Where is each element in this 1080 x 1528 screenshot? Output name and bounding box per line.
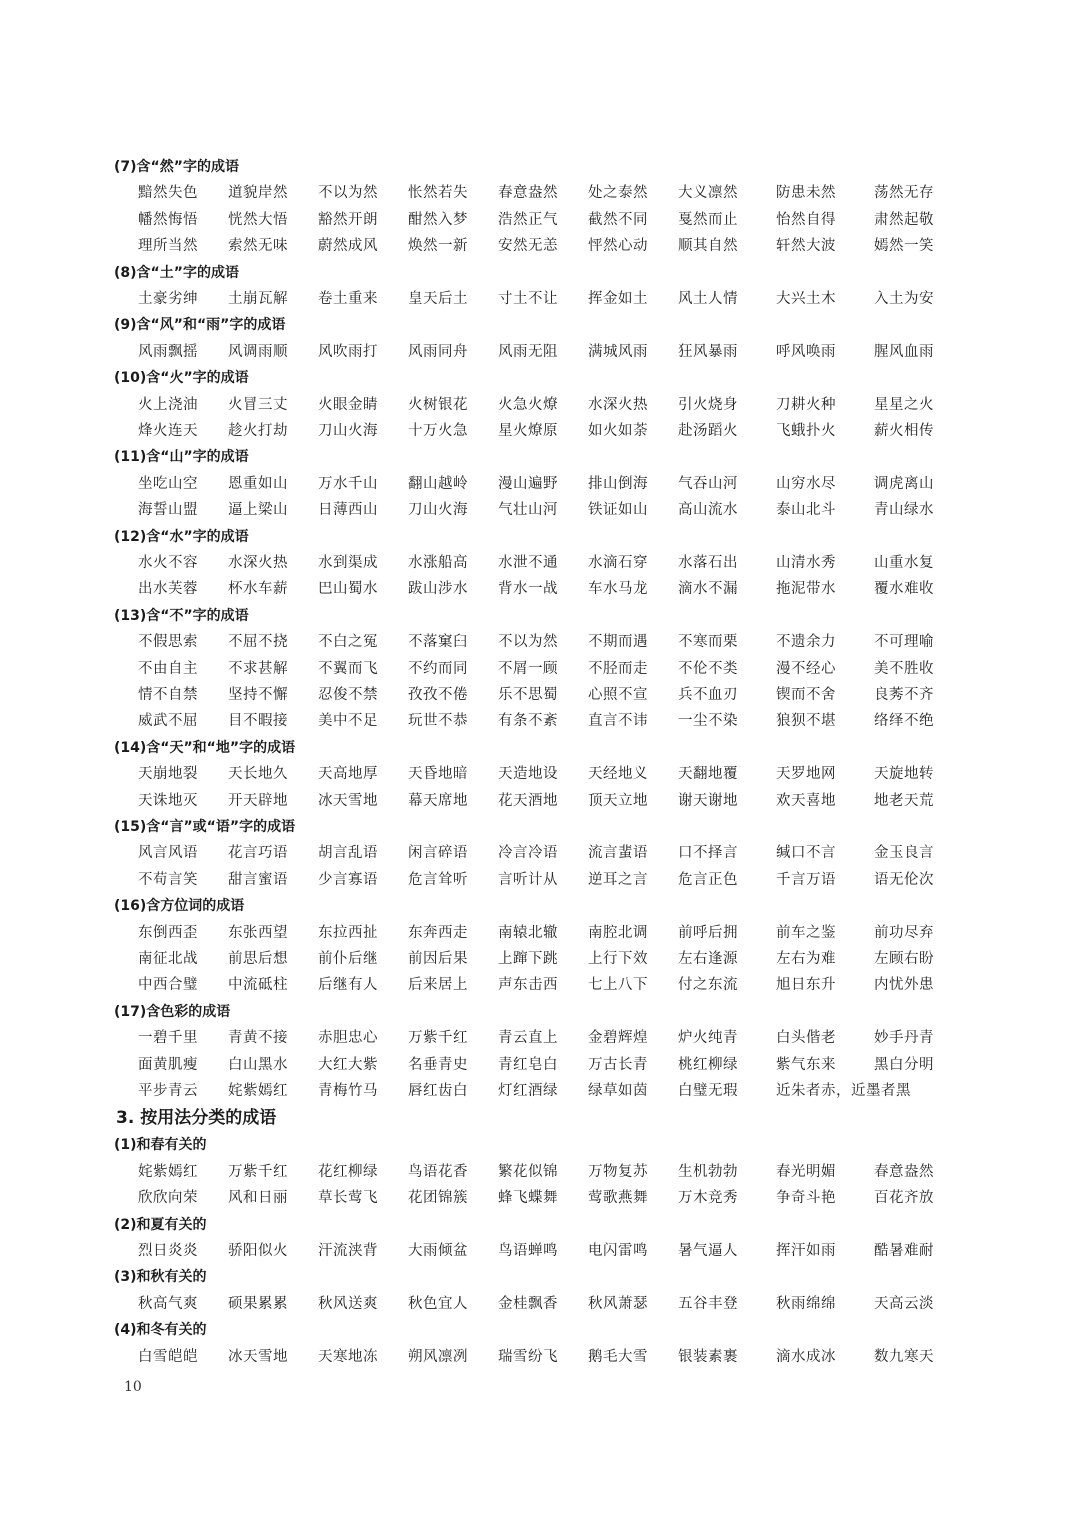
idiom-cell: 玩世不恭 <box>408 713 468 730</box>
idiom-cell: 浩然正气 <box>498 211 558 228</box>
idiom-cell: 直言不讳 <box>588 713 648 730</box>
idiom-cell: 不以为然 <box>498 634 558 651</box>
idiom-cell: 戛然而止 <box>678 211 738 228</box>
idiom-cell: 金桂飘香 <box>498 1295 558 1312</box>
idiom-cell: 满城风雨 <box>588 343 648 360</box>
subsection-heading: (10)含“火”字的成语 <box>114 370 249 387</box>
idiom-cell: 山穷水尽 <box>776 475 836 492</box>
idiom-cell: 青红皂白 <box>498 1056 558 1073</box>
idiom-cell: 水涨船高 <box>408 555 468 571</box>
idiom-cell: 花团锦簇 <box>408 1190 468 1207</box>
idiom-cell: 万古长青 <box>588 1056 648 1073</box>
idiom-cell: 漫不经心 <box>776 660 836 677</box>
subsection-heading: (17)含色彩的成语 <box>114 1003 231 1020</box>
idiom-cell: 草长莺飞 <box>318 1190 378 1207</box>
idiom-cell: 前因后果 <box>408 951 468 967</box>
idiom-cell: 不求甚解 <box>228 660 288 677</box>
idiom-cell: 名垂青史 <box>408 1056 468 1073</box>
idiom-cell: 欢天喜地 <box>776 792 836 809</box>
idiom-cell: 不可理喻 <box>874 634 934 651</box>
idiom-cell: 山清水秀 <box>776 555 836 571</box>
section-heading: 3. 按用法分类的成语 <box>116 1108 277 1129</box>
idiom-cell: 火急火燎 <box>498 396 558 413</box>
idiom-cell: 左右为难 <box>776 951 836 967</box>
subsection-heading: (7)含“然”字的成语 <box>114 159 239 175</box>
idiom-cell: 地老天荒 <box>874 792 934 809</box>
idiom-cell: 风雨无阻 <box>498 343 558 360</box>
idiom-cell: 近朱者赤，近墨者黑 <box>776 1083 911 1099</box>
idiom-cell: 天诛地灭 <box>138 792 198 809</box>
idiom-cell: 万木竞秀 <box>678 1190 738 1207</box>
idiom-cell: 有条不紊 <box>498 713 558 730</box>
idiom-cell: 万紫千红 <box>408 1030 468 1047</box>
idiom-cell: 乐不思蜀 <box>498 687 558 703</box>
idiom-cell: 白山黑水 <box>228 1056 288 1073</box>
subsection-heading: (3)和秋有关的 <box>114 1269 207 1286</box>
idiom-cell: 火冒三丈 <box>228 396 288 413</box>
idiom-cell: 孜孜不倦 <box>408 687 468 703</box>
idiom-cell: 嫣然一笑 <box>874 238 934 255</box>
idiom-cell: 赴汤蹈火 <box>678 423 738 439</box>
idiom-cell: 天罗地网 <box>776 766 836 783</box>
idiom-cell: 口不择言 <box>678 845 738 862</box>
idiom-cell: 车水马龙 <box>588 581 648 598</box>
idiom-cell: 不假思索 <box>138 634 198 651</box>
idiom-cell: 前思后想 <box>228 951 288 967</box>
idiom-cell: 天造地设 <box>498 766 558 783</box>
idiom-cell: 青山绿水 <box>874 502 934 519</box>
idiom-cell: 南腔北调 <box>588 924 648 941</box>
idiom-cell: 东倒西歪 <box>138 924 198 941</box>
idiom-cell: 不由自主 <box>138 660 198 677</box>
idiom-cell: 理所当然 <box>138 238 198 255</box>
idiom-cell: 不约而同 <box>408 660 468 677</box>
idiom-cell: 花红柳绿 <box>318 1163 378 1180</box>
idiom-cell: 白头偕老 <box>776 1030 836 1047</box>
idiom-cell: 莺歌燕舞 <box>588 1190 648 1207</box>
idiom-cell: 火眼金睛 <box>318 396 378 413</box>
idiom-cell: 五谷丰登 <box>678 1295 738 1312</box>
idiom-cell: 腥风血雨 <box>874 343 934 360</box>
idiom-cell: 春意盎然 <box>498 185 558 202</box>
idiom-cell: 后来居上 <box>408 977 468 994</box>
idiom-cell: 逼上梁山 <box>228 502 288 519</box>
idiom-cell: 电闪雷鸣 <box>588 1243 648 1259</box>
idiom-cell: 肃然起敬 <box>874 211 934 228</box>
idiom-cell: 繁花似锦 <box>498 1163 558 1180</box>
idiom-cell: 天旋地转 <box>874 766 934 783</box>
idiom-cell: 冰天雪地 <box>318 792 378 809</box>
idiom-cell: 恍然大悟 <box>228 211 288 228</box>
idiom-cell: 风调雨顺 <box>228 343 288 360</box>
idiom-cell: 十万火急 <box>408 423 468 439</box>
idiom-cell: 安然无恙 <box>498 238 558 255</box>
idiom-cell: 暑气逼人 <box>678 1243 738 1259</box>
subsection-heading: (11)含“山”字的成语 <box>114 449 249 466</box>
idiom-cell: 千言万语 <box>776 871 836 888</box>
idiom-cell: 蔚然成风 <box>318 238 378 255</box>
idiom-cell: 不屑一顾 <box>498 660 558 677</box>
idiom-cell: 前功尽弃 <box>874 924 934 941</box>
idiom-cell: 挥汗如雨 <box>776 1243 836 1259</box>
idiom-cell: 百花齐放 <box>874 1190 934 1207</box>
idiom-cell: 大兴土木 <box>776 291 836 307</box>
idiom-cell: 青云直上 <box>498 1030 558 1047</box>
subsection-heading: (14)含“天”和“地”字的成语 <box>114 739 296 756</box>
idiom-cell: 天高地厚 <box>318 766 378 783</box>
idiom-cell: 处之泰然 <box>588 185 648 202</box>
idiom-cell: 秋风萧瑟 <box>588 1295 648 1312</box>
idiom-cell: 天长地久 <box>228 766 288 783</box>
idiom-cell: 流言蜚语 <box>588 845 648 862</box>
idiom-cell: 出水芙蓉 <box>138 581 198 598</box>
idiom-cell: 花言巧语 <box>228 845 288 862</box>
idiom-cell: 灯红酒绿 <box>498 1083 558 1099</box>
idiom-cell: 金碧辉煌 <box>588 1030 648 1047</box>
idiom-cell: 挥金如土 <box>588 291 648 307</box>
idiom-cell: 翻山越岭 <box>408 475 468 492</box>
idiom-cell: 泰山北斗 <box>776 502 836 519</box>
idiom-cell: 黯然失色 <box>138 185 198 202</box>
idiom-cell: 秋风送爽 <box>318 1295 378 1312</box>
idiom-cell: 水深火热 <box>588 396 648 413</box>
idiom-cell: 南辕北辙 <box>498 924 558 941</box>
idiom-cell: 旭日东升 <box>776 977 836 994</box>
idiom-cell: 杯水车薪 <box>228 581 288 598</box>
idiom-cell: 拖泥带水 <box>776 581 836 598</box>
idiom-cell: 心照不宣 <box>588 687 648 703</box>
idiom-cell: 海誓山盟 <box>138 502 198 519</box>
idiom-cell: 银装素裹 <box>678 1348 738 1365</box>
idiom-cell: 数九寒天 <box>874 1348 934 1365</box>
idiom-cell: 威武不屈 <box>138 713 198 730</box>
idiom-cell: 怡然自得 <box>776 211 836 228</box>
idiom-cell: 黑白分明 <box>874 1056 934 1073</box>
idiom-cell: 朔风凛冽 <box>408 1348 468 1365</box>
idiom-cell: 荡然无存 <box>874 185 934 202</box>
idiom-cell: 火上浇油 <box>138 396 198 413</box>
idiom-cell: 万水千山 <box>318 475 378 492</box>
idiom-cell: 不寒而栗 <box>678 634 738 651</box>
idiom-cell: 水深火热 <box>228 555 288 571</box>
idiom-cell: 顶天立地 <box>588 792 648 809</box>
idiom-cell: 络绎不绝 <box>874 713 934 730</box>
idiom-cell: 秋高气爽 <box>138 1295 198 1312</box>
idiom-cell: 锲而不舍 <box>776 687 836 703</box>
idiom-cell: 天寒地冻 <box>318 1348 378 1365</box>
idiom-cell: 语无伦次 <box>874 871 934 888</box>
idiom-cell: 生机勃勃 <box>678 1163 738 1180</box>
idiom-cell: 土豪劣绅 <box>138 291 198 307</box>
idiom-cell: 七上八下 <box>588 977 648 994</box>
subsection-heading: (12)含“水”字的成语 <box>114 528 249 545</box>
idiom-cell: 寸土不让 <box>498 291 558 307</box>
idiom-cell: 星火燎原 <box>498 423 558 439</box>
idiom-cell: 调虎离山 <box>874 475 934 492</box>
subsection-heading: (15)含“言”或“语”字的成语 <box>114 819 296 835</box>
idiom-cell: 怦然心动 <box>588 238 648 255</box>
idiom-cell: 东奔西走 <box>408 924 468 941</box>
idiom-cell: 不白之冤 <box>318 634 378 651</box>
idiom-cell: 青梅竹马 <box>318 1083 378 1099</box>
idiom-cell: 酷暑难耐 <box>874 1243 934 1259</box>
idiom-cell: 跋山涉水 <box>408 581 468 598</box>
idiom-cell: 妙手丹青 <box>874 1030 934 1047</box>
idiom-cell: 卷土重来 <box>318 291 378 307</box>
idiom-cell: 焕然一新 <box>408 238 468 255</box>
idiom-cell: 水泄不通 <box>498 555 558 571</box>
idiom-cell: 排山倒海 <box>588 475 648 492</box>
idiom-cell: 不以为然 <box>318 185 378 202</box>
idiom-cell: 争奇斗艳 <box>776 1190 836 1207</box>
idiom-cell: 狼狈不堪 <box>776 713 836 730</box>
idiom-cell: 万紫千红 <box>228 1163 288 1180</box>
idiom-cell: 巴山蜀水 <box>318 581 378 598</box>
idiom-cell: 入土为安 <box>874 291 934 307</box>
idiom-cell: 薪火相传 <box>874 423 934 439</box>
idiom-cell: 硕果累累 <box>228 1295 288 1312</box>
subsection-heading: (13)含“不”字的成语 <box>114 607 249 624</box>
idiom-cell: 烈日炎炎 <box>138 1243 198 1259</box>
idiom-cell: 秋色宜人 <box>408 1295 468 1312</box>
idiom-cell: 天崩地裂 <box>138 766 198 783</box>
idiom-cell: 烽火连天 <box>138 423 198 439</box>
idiom-cell: 水落石出 <box>678 555 738 571</box>
idiom-cell: 前车之鉴 <box>776 924 836 941</box>
idiom-cell: 冷言冷语 <box>498 845 558 862</box>
idiom-cell: 前仆后继 <box>318 951 378 967</box>
idiom-cell: 不胫而走 <box>588 660 648 677</box>
idiom-cell: 骄阳似火 <box>228 1243 288 1259</box>
idiom-cell: 坚持不懈 <box>228 687 288 703</box>
idiom-cell: 风和日丽 <box>228 1190 288 1207</box>
subsection-heading: (4)和冬有关的 <box>114 1322 207 1339</box>
idiom-cell: 大雨倾盆 <box>408 1243 468 1259</box>
idiom-cell: 危言耸听 <box>408 871 468 888</box>
idiom-cell: 天翻地覆 <box>678 766 738 783</box>
idiom-cell: 情不自禁 <box>138 687 198 703</box>
idiom-cell: 汗流浃背 <box>318 1243 378 1259</box>
idiom-cell: 气壮山河 <box>498 502 558 519</box>
idiom-cell: 飞蛾扑火 <box>776 423 836 439</box>
idiom-cell: 面黄肌瘦 <box>138 1056 198 1073</box>
idiom-cell: 左右逢源 <box>678 951 738 967</box>
idiom-cell: 花天酒地 <box>498 792 558 809</box>
idiom-cell: 幡然悔悟 <box>138 211 198 228</box>
idiom-cell: 风言风语 <box>138 845 198 862</box>
idiom-cell: 桃红柳绿 <box>678 1056 738 1073</box>
idiom-cell: 少言寡语 <box>318 871 378 888</box>
idiom-cell: 万物复苏 <box>588 1163 648 1180</box>
idiom-cell: 蜂飞蝶舞 <box>498 1190 558 1207</box>
idiom-cell: 姹紫嫣红 <box>138 1163 198 1180</box>
idiom-cell: 轩然大波 <box>776 238 836 255</box>
idiom-cell: 滴水成冰 <box>776 1348 836 1365</box>
idiom-cell: 火树银花 <box>408 396 468 413</box>
idiom-cell: 幕天席地 <box>408 792 468 809</box>
idiom-cell: 天经地义 <box>588 766 648 783</box>
idiom-cell: 平步青云 <box>138 1083 198 1099</box>
idiom-cell: 天高云淡 <box>874 1295 934 1312</box>
idiom-cell: 道貌岸然 <box>228 185 288 202</box>
idiom-cell: 不翼而飞 <box>318 660 378 677</box>
idiom-cell: 不落窠臼 <box>408 634 468 651</box>
idiom-cell: 刀耕火种 <box>776 396 836 413</box>
idiom-cell: 山重水复 <box>874 555 934 571</box>
idiom-cell: 天昏地暗 <box>408 766 468 783</box>
idiom-cell: 豁然开朗 <box>318 211 378 228</box>
idiom-cell: 开天辟地 <box>228 792 288 809</box>
idiom-cell: 言听计从 <box>498 871 558 888</box>
idiom-cell: 兵不血刃 <box>678 687 738 703</box>
idiom-cell: 呼风唤雨 <box>776 343 836 360</box>
idiom-cell: 金玉良言 <box>874 845 934 862</box>
idiom-cell: 美中不足 <box>318 713 378 730</box>
idiom-cell: 风吹雨打 <box>318 343 378 360</box>
idiom-cell: 引火烧身 <box>678 396 738 413</box>
idiom-cell: 美不胜收 <box>874 660 934 677</box>
idiom-cell: 南征北战 <box>138 951 198 967</box>
idiom-cell: 秋雨绵绵 <box>776 1295 836 1312</box>
idiom-cell: 良莠不齐 <box>874 687 934 703</box>
idiom-cell: 不遗余力 <box>776 634 836 651</box>
idiom-cell: 春光明媚 <box>776 1163 836 1180</box>
idiom-cell: 水火不容 <box>138 555 198 571</box>
idiom-cell: 鹅毛大雪 <box>588 1348 648 1365</box>
idiom-cell: 胡言乱语 <box>318 845 378 862</box>
idiom-cell: 绿草如茵 <box>588 1083 648 1099</box>
idiom-cell: 逆耳之言 <box>588 871 648 888</box>
idiom-cell: 水到渠成 <box>318 555 378 571</box>
idiom-cell: 一尘不染 <box>678 713 738 730</box>
idiom-cell: 一碧千里 <box>138 1030 198 1047</box>
idiom-cell: 截然不同 <box>588 211 648 228</box>
idiom-cell: 皇天后土 <box>408 291 468 307</box>
idiom-cell: 东拉西扯 <box>318 924 378 941</box>
idiom-cell: 中西合璧 <box>138 977 198 994</box>
idiom-cell: 星星之火 <box>874 396 934 413</box>
subsection-heading: (8)含“土”字的成语 <box>114 264 239 281</box>
idiom-cell: 缄口不言 <box>776 845 836 862</box>
idiom-cell: 内忧外患 <box>874 977 934 994</box>
idiom-cell: 后继有人 <box>318 977 378 994</box>
idiom-cell: 风雨同舟 <box>408 343 468 360</box>
subsection-heading: (1)和春有关的 <box>114 1137 207 1154</box>
idiom-cell: 刀山火海 <box>408 502 468 519</box>
idiom-cell: 不期而遇 <box>588 634 648 651</box>
idiom-cell: 危言正色 <box>678 871 738 888</box>
idiom-cell: 日薄西山 <box>318 502 378 519</box>
idiom-cell: 春意盎然 <box>874 1163 934 1180</box>
idiom-cell: 防患未然 <box>776 185 836 202</box>
idiom-cell: 土崩瓦解 <box>228 291 288 307</box>
idiom-cell: 炉火纯青 <box>678 1030 738 1047</box>
idiom-cell: 白雪皑皑 <box>138 1348 198 1365</box>
idiom-cell: 高山流水 <box>678 502 738 519</box>
idiom-cell: 瑞雪纷飞 <box>498 1348 558 1365</box>
idiom-cell: 酣然入梦 <box>408 211 468 228</box>
idiom-cell: 东张西望 <box>228 924 288 941</box>
idiom-cell: 气吞山河 <box>678 475 738 492</box>
idiom-cell: 滴水不漏 <box>678 581 738 598</box>
subsection-heading: (9)含“风”和“雨”字的成语 <box>114 317 286 334</box>
idiom-cell: 风土人情 <box>678 291 738 307</box>
idiom-cell: 中流砥柱 <box>228 977 288 994</box>
idiom-cell: 紫气东来 <box>776 1056 836 1073</box>
idiom-cell: 趁火打劫 <box>228 423 288 439</box>
idiom-cell: 欣欣向荣 <box>138 1190 198 1207</box>
idiom-cell: 谢天谢地 <box>678 792 738 809</box>
idiom-cell: 坐吃山空 <box>138 475 198 492</box>
idiom-cell: 索然无味 <box>228 238 288 255</box>
idiom-cell: 唇红齿白 <box>408 1083 468 1099</box>
idiom-cell: 前呼后拥 <box>678 924 738 941</box>
idiom-cell: 背水一战 <box>498 581 558 598</box>
idiom-cell: 刀山火海 <box>318 423 378 439</box>
idiom-cell: 水滴石穿 <box>588 555 648 571</box>
idiom-cell: 忍俊不禁 <box>318 687 378 703</box>
idiom-cell: 覆水难收 <box>874 581 934 598</box>
subsection-heading: (16)含方位词的成语 <box>114 898 245 915</box>
idiom-cell: 风雨飘摇 <box>138 343 198 360</box>
idiom-cell: 大义凛然 <box>678 185 738 202</box>
idiom-cell: 恩重如山 <box>228 475 288 492</box>
idiom-cell: 不伦不类 <box>678 660 738 677</box>
idiom-cell: 鸟语花香 <box>408 1163 468 1180</box>
idiom-cell: 大红大紫 <box>318 1056 378 1073</box>
idiom-cell: 不屈不挠 <box>228 634 288 651</box>
idiom-cell: 怅然若失 <box>408 185 468 202</box>
idiom-cell: 付之东流 <box>678 977 738 994</box>
idiom-cell: 冰天雪地 <box>228 1348 288 1365</box>
idiom-cell: 漫山遍野 <box>498 475 558 492</box>
idiom-cell: 上蹿下跳 <box>498 951 558 967</box>
idiom-cell: 铁证如山 <box>588 502 648 519</box>
idiom-cell: 声东击西 <box>498 977 558 994</box>
idiom-cell: 不苟言笑 <box>138 871 198 888</box>
idiom-cell: 狂风暴雨 <box>678 343 738 360</box>
idiom-cell: 闲言碎语 <box>408 845 468 862</box>
idiom-cell: 鸟语蝉鸣 <box>498 1243 558 1259</box>
idiom-cell: 姹紫嫣红 <box>228 1083 288 1099</box>
idiom-cell: 赤胆忠心 <box>318 1030 378 1047</box>
page-number: 10 <box>124 1379 142 1395</box>
idiom-cell: 白璧无瑕 <box>678 1083 738 1099</box>
idiom-cell: 上行下效 <box>588 951 648 967</box>
idiom-cell: 顺其自然 <box>678 238 738 255</box>
idiom-cell: 甜言蜜语 <box>228 871 288 888</box>
subsection-heading: (2)和夏有关的 <box>114 1216 207 1233</box>
idiom-cell: 左顾右盼 <box>874 951 934 967</box>
idiom-cell: 目不暇接 <box>228 713 288 730</box>
idiom-cell: 如火如荼 <box>588 423 648 439</box>
idiom-cell: 青黄不接 <box>228 1030 288 1047</box>
